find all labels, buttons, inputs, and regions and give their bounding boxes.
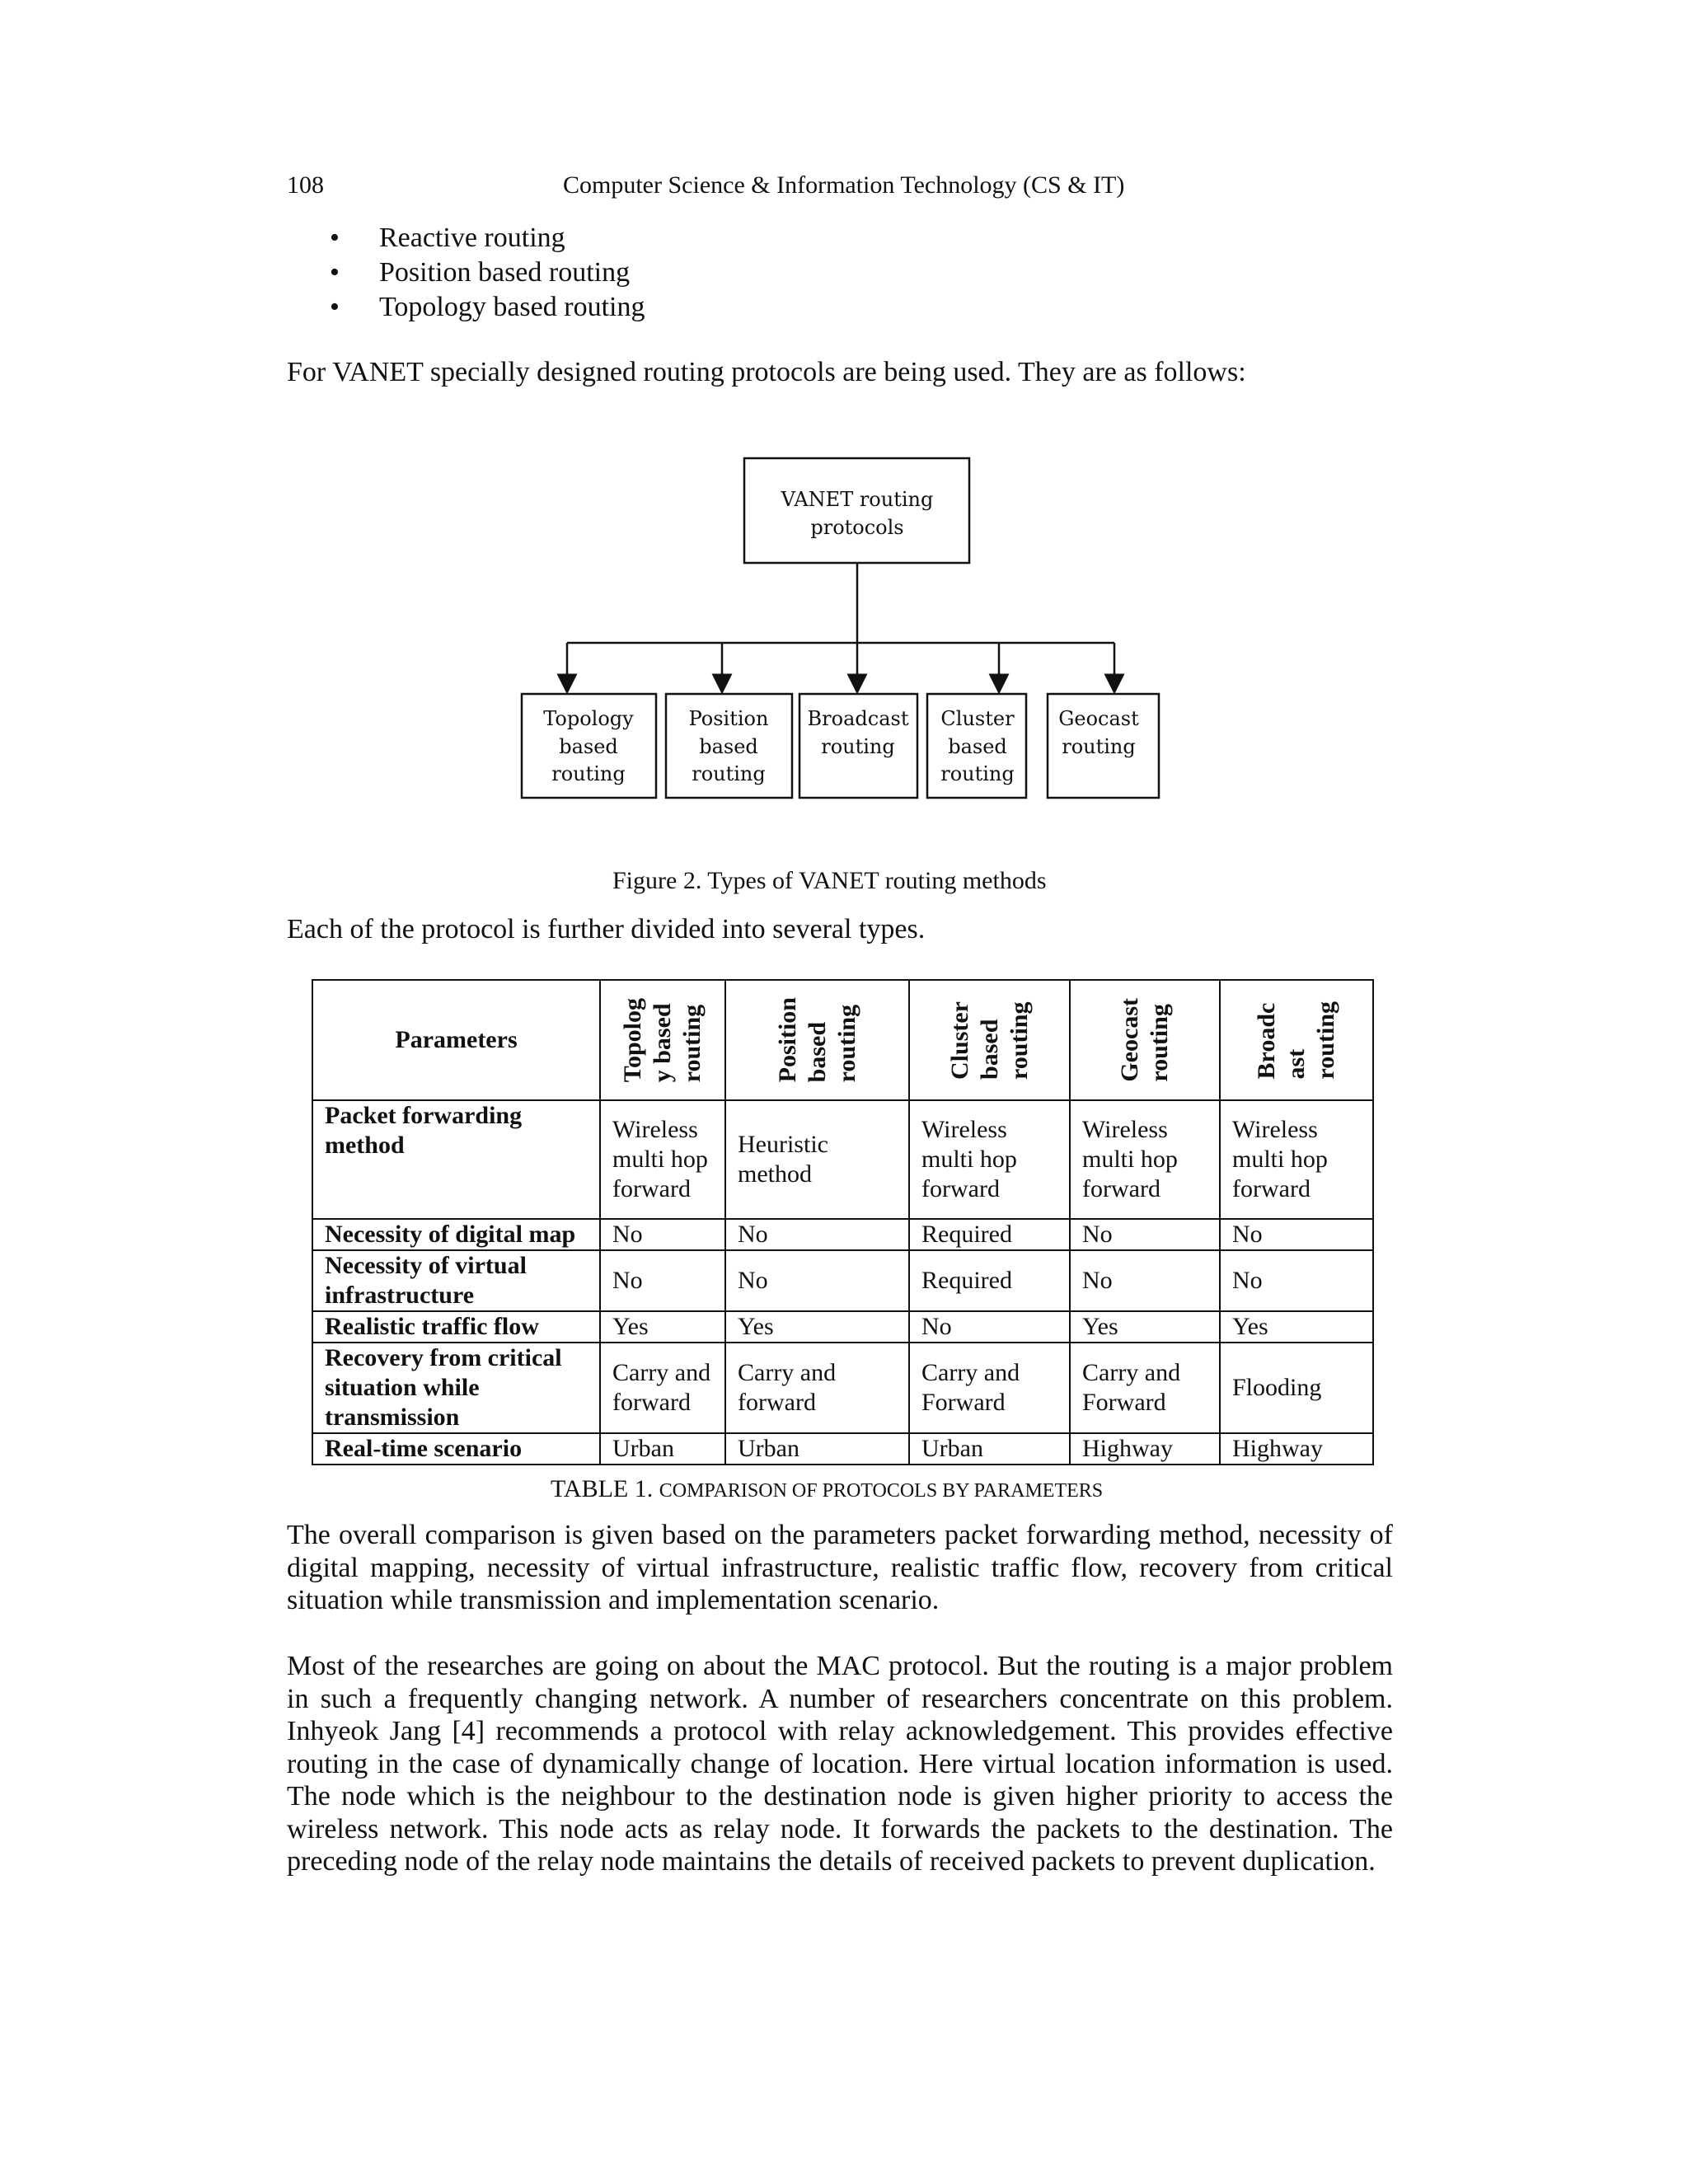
parameters-header: Parameters bbox=[312, 980, 600, 1100]
list-item: • Position based routing bbox=[330, 255, 645, 290]
svg-text:routing: routing bbox=[821, 735, 895, 758]
svg-text:based: based bbox=[699, 735, 758, 758]
comparison-paragraph: The overall comparison is given based on the parameters packet forwarding method, necessity of digital mapping, necessity of virtual infrastructure, realistic traffic flow, recovery from critical situation while transmission and implementation scenario. bbox=[287, 1520, 1393, 1615]
research-paragraph: Most of the researches are going on about the MAC protocol. But the routing is a major problem in such a frequently changing network. A number of researchers concentrate on this problem. Inhyeok Jang [4] recommends a protocol with relay acknowledgement. This provides effective routing in the case of dynamically change of location. Here virtual location information is used. The node which is the neighbour to the destination node is given higher priority to access the wireless network. This node acts as relay node. It forwards the packets to the destination. The preceding node of the relay node maintains the details of received packets to prevent duplication. bbox=[287, 1651, 1393, 1877]
svg-text:routing: routing bbox=[940, 762, 1015, 785]
svg-text:Topology: Topology bbox=[543, 707, 634, 730]
root-node-line2: protocols bbox=[810, 516, 904, 539]
node-topology-based-routing bbox=[522, 694, 656, 798]
bullet-icon: • bbox=[330, 292, 340, 322]
page-number: 108 bbox=[287, 171, 324, 199]
table-row: Realistic traffic flow Yes Yes No Yes Yes bbox=[312, 1311, 1373, 1343]
table-row: Necessity of virtual infrastructure No No Required No No bbox=[312, 1250, 1373, 1311]
svg-text:routing: routing bbox=[1062, 735, 1136, 758]
running-title: Computer Science & Information Technology (CS & IT) bbox=[563, 171, 1125, 199]
svg-text:based: based bbox=[948, 735, 1007, 758]
svg-text:routing: routing bbox=[551, 762, 626, 785]
svg-text:Cluster: Cluster bbox=[940, 707, 1015, 730]
table-caption: TABLE 1. COMPARISON OF PROTOCOLS BY PARAMETERS bbox=[551, 1475, 1104, 1502]
table-row: Real-time scenario Urban Urban Urban Highway Highway bbox=[312, 1433, 1373, 1465]
list-item: • Topology based routing bbox=[330, 290, 645, 325]
col-header-topology: Topolog y based routing bbox=[600, 980, 725, 1100]
table-row: Packet forwarding method Wireless multi hop forward Heuristic method Wireless multi hop forward Wireless multi hop forward Wireless multi hop forward bbox=[312, 1100, 1373, 1219]
svg-text:Broadcast: Broadcast bbox=[807, 707, 909, 730]
bullet-icon: • bbox=[330, 223, 340, 253]
list-item: • Reactive routing bbox=[330, 221, 645, 255]
col-header-broadcast: Broadc ast routing bbox=[1220, 980, 1373, 1100]
node-geocast-routing bbox=[1048, 694, 1159, 798]
col-header-geocast: Geocast routing bbox=[1070, 980, 1220, 1100]
table-row: Necessity of digital map No No Required No No bbox=[312, 1219, 1373, 1250]
divide-paragraph: Each of the protocol is further divided into several types. bbox=[287, 914, 926, 944]
vanet-routing-diagram bbox=[0, 0, 1688, 907]
figure-caption: Figure 2. Types of VANET routing methods bbox=[612, 867, 1047, 894]
bullet-icon: • bbox=[330, 257, 340, 288]
table-header-row bbox=[312, 980, 1373, 1100]
svg-text:based: based bbox=[559, 735, 618, 758]
comparison-table bbox=[312, 979, 1374, 1465]
svg-text:Geocast: Geocast bbox=[1058, 707, 1139, 730]
intro-paragraph: For VANET specially designed routing protocols are being used. They are as follows: bbox=[287, 357, 1246, 387]
root-node-line1: VANET routing bbox=[781, 488, 934, 511]
col-header-cluster: Cluster based routing bbox=[909, 980, 1070, 1100]
svg-text:Position: Position bbox=[688, 707, 769, 730]
col-header-position: Position based routing bbox=[725, 980, 909, 1100]
table-row: Recovery from critical situation while transmission Carry and forward Carry and forward Carry and Forward Carry and Forward Flooding bbox=[312, 1343, 1373, 1433]
node-cluster-based-routing bbox=[927, 694, 1026, 798]
node-broadcast-routing bbox=[799, 694, 917, 798]
node-position-based-routing bbox=[666, 694, 792, 798]
svg-text:routing: routing bbox=[692, 762, 766, 785]
